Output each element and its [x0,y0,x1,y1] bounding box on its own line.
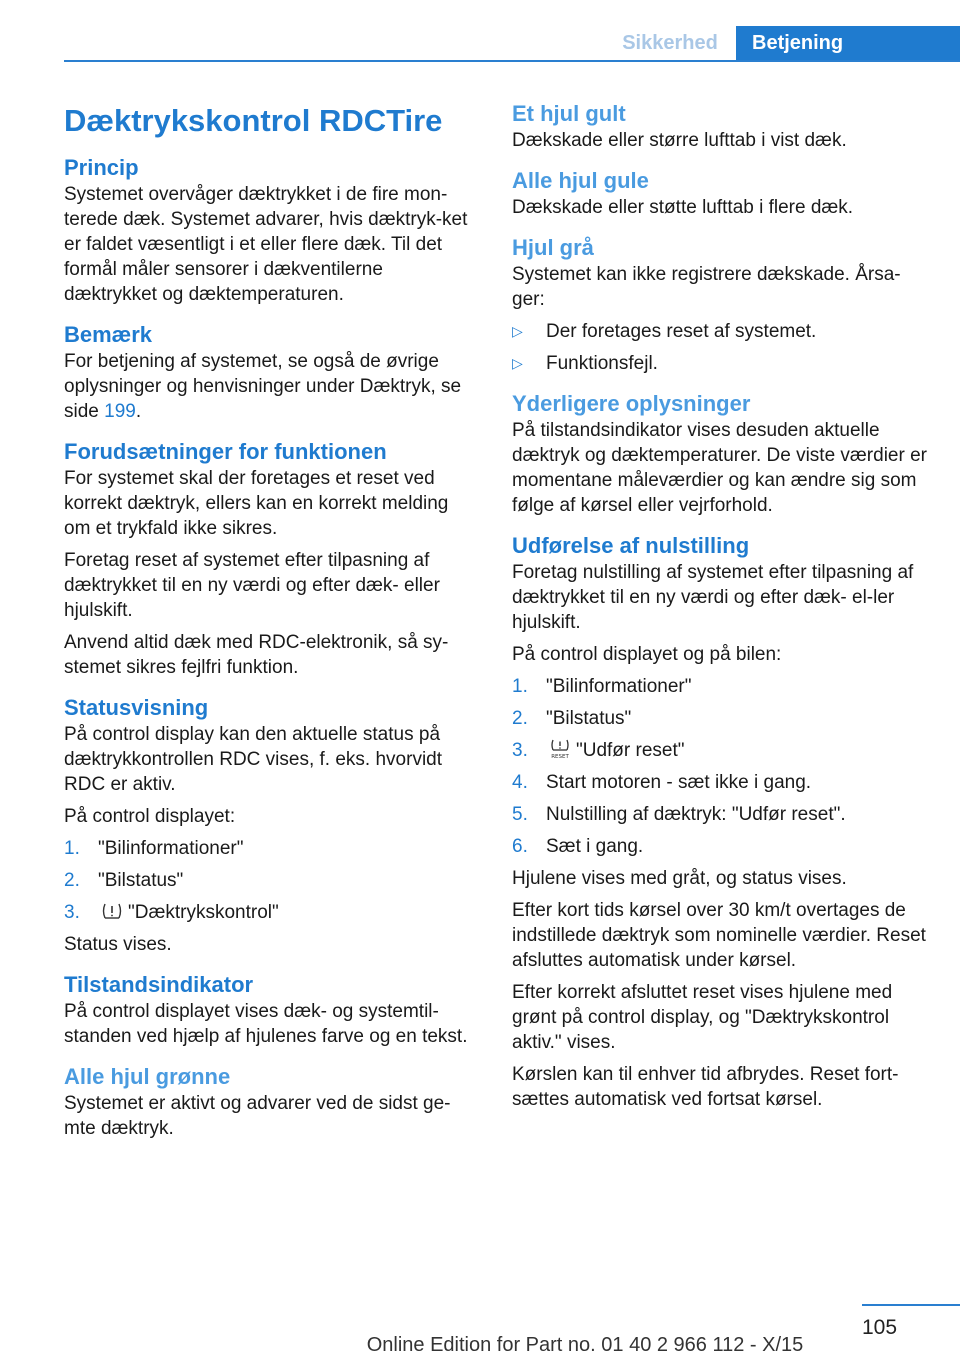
heading-bemaerk: Bemærk [64,322,153,347]
step-text: "Bilinformationer" [546,676,692,697]
heading-tilstand: Tilstandsindikator [64,972,254,997]
step-number: 3. [512,740,528,761]
heading-princip: Princip [64,155,139,180]
step-text: "Bilinformationer" [98,838,244,859]
page-link-199[interactable]: 199 [104,401,136,422]
bullet-text: Der foretages reset af systemet. [546,321,817,342]
triangle-bullet-icon: ▷ [512,323,523,339]
step-text: Start motoren - sæt ikke i gang. [546,772,812,793]
step-text: "Bilstatus" [546,708,632,729]
text-gule: Dækskade eller støtte lufttab i flere dæk. [512,197,854,218]
text-gult: Dækskade eller større lufttab i vist dæk. [512,130,847,151]
list-item [64,868,474,893]
bemaerk-text: For betjening af systemet, se også de øvrige oplysninger og henvisninger under Dæktryk, se side [64,351,462,422]
list-item [512,319,932,344]
list-item [512,706,932,731]
tab-betjening[interactable]: Betjening [736,26,960,62]
tire-pressure-icon [100,901,124,921]
text-status-1: På control display kan den aktuelle status på dæktrykkontrollen RDC vises, f. eks. hvorvidt RDC er aktiv. [64,724,443,795]
text-yderligere: På tilstandsindikator vises desuden aktuelle dæktryk og dæktemperaturer. De viste værdier er momentane måleværdier og kan ændre sig som følge af kørsel eller vejrforhold. [512,420,927,516]
page-title: Dæktrykskontrol RDCTire [64,103,443,138]
list-item [512,674,932,699]
triangle-bullet-icon: ▷ [512,355,523,371]
step-number: 5. [512,804,528,825]
right-column [512,100,932,1119]
heading-groenne: Alle hjul grønne [64,1064,231,1089]
reset-icon-label: RESET [551,754,569,759]
text-forud-1: For systemet skal der foretages et reset ved korrekt dæktryk, ellers kan en korrekt melding om et trykfald ikke sikres. [64,468,449,539]
list-item [512,351,932,376]
text-status-after: Status vises. [64,934,172,955]
heading-yderligere: Yderligere oplysninger [512,391,751,416]
text-graa: Systemet kan ikke registrere dækskade. Årsa‐ger: [512,264,901,310]
left-column [64,100,474,1148]
list-item [512,770,932,795]
step-text: Nulstilling af dæktryk: "Udfør reset". [546,804,846,825]
text-null-3: Hjulene vises med gråt, og status vises. [512,868,847,889]
heading-gule: Alle hjul gule [512,168,649,193]
text-forud-3: Anvend altid dæk med RDC-elektronik, så sy‐stemet sikres fejlfri funktion. [64,632,449,678]
step-number: 3. [64,902,80,923]
list-item [64,836,474,861]
step-text: "Udfør reset" [576,740,685,761]
text-forud-2: Foretag reset af systemet efter tilpasning af dæktrykket til en ny værdi og efter dæk- eller hjulskift. [64,550,440,621]
reset-steps [512,674,932,859]
step-text: "Dæktrykskontrol" [128,902,279,923]
bemaerk-period: . [135,401,142,422]
text-null-6: Kørslen kan til enhver tid afbrydes. Reset fort‐sættes automatisk ved fortsat kørsel. [512,1064,899,1110]
heading-forudsaetninger: Forudsætninger for funktionen [64,439,387,464]
list-item [512,802,932,827]
step-number: 6. [512,836,528,857]
text-bemaerk [64,349,474,424]
page-number: 105 [862,1316,898,1339]
step-text: "Bilstatus" [98,870,184,891]
tab-sikkerhed[interactable]: Sikkerhed [622,32,718,54]
tire-reset-icon [548,739,572,759]
text-null-5: Efter korrekt afsluttet reset vises hjulene med grønt på control display, og "Dæktrykskontrol aktiv." vises. [512,982,893,1053]
step-number: 2. [64,870,80,891]
step-number: 1. [512,676,528,697]
step-number: 2. [512,708,528,729]
heading-gult: Et hjul gult [512,101,626,126]
text-groenne: Systemet er aktivt og advarer ved de sidst ge‐mte dæktryk. [64,1093,451,1139]
list-item [64,900,474,925]
text-null-1: Foretag nulstilling af systemet efter tilpasning af dæktrykket til en ny værdi og efter dæk- el‐ler hjulskift. [512,562,914,633]
edition-footer: Online Edition for Part no. 01 40 2 966 112 - X/15 [366,1334,804,1356]
list-item [512,738,932,763]
step-number: 1. [64,838,80,859]
heading-statusvisning: Statusvisning [64,695,209,720]
text-null-4: Efter kort tids kørsel over 30 km/t overtages de indstillede dæktryk som nominelle værdier. Reset afsluttes automatisk under kørsel. [512,900,926,971]
graa-bullets [512,319,932,376]
header-rule [64,60,960,62]
status-steps [64,836,474,925]
text-princip: Systemet overvåger dæktrykket i de fire mon‐terede dæk. Systemet advarer, hvis dæktryk‐ket er faldet væsentligt i et eller flere dæk. Til det formål måler sensorer i dækventilerne dæktrykket og dæktemperaturen. [64,184,468,305]
heading-graa: Hjul grå [512,235,594,260]
text-status-2: På control displayet: [64,806,236,827]
step-text: Sæt i gang. [546,836,644,857]
list-item [512,834,932,859]
step-number: 4. [512,772,528,793]
page-number-rule [862,1304,960,1306]
bullet-text: Funktionsfejl. [546,353,658,374]
heading-nulstilling: Udførelse af nulstilling [512,533,750,558]
text-null-2: På control displayet og på bilen: [512,644,782,665]
text-tilstand: På control displayet vises dæk- og systemtil‐standen ved hjælp af hjulenes farve og en tekst. [64,1001,468,1047]
